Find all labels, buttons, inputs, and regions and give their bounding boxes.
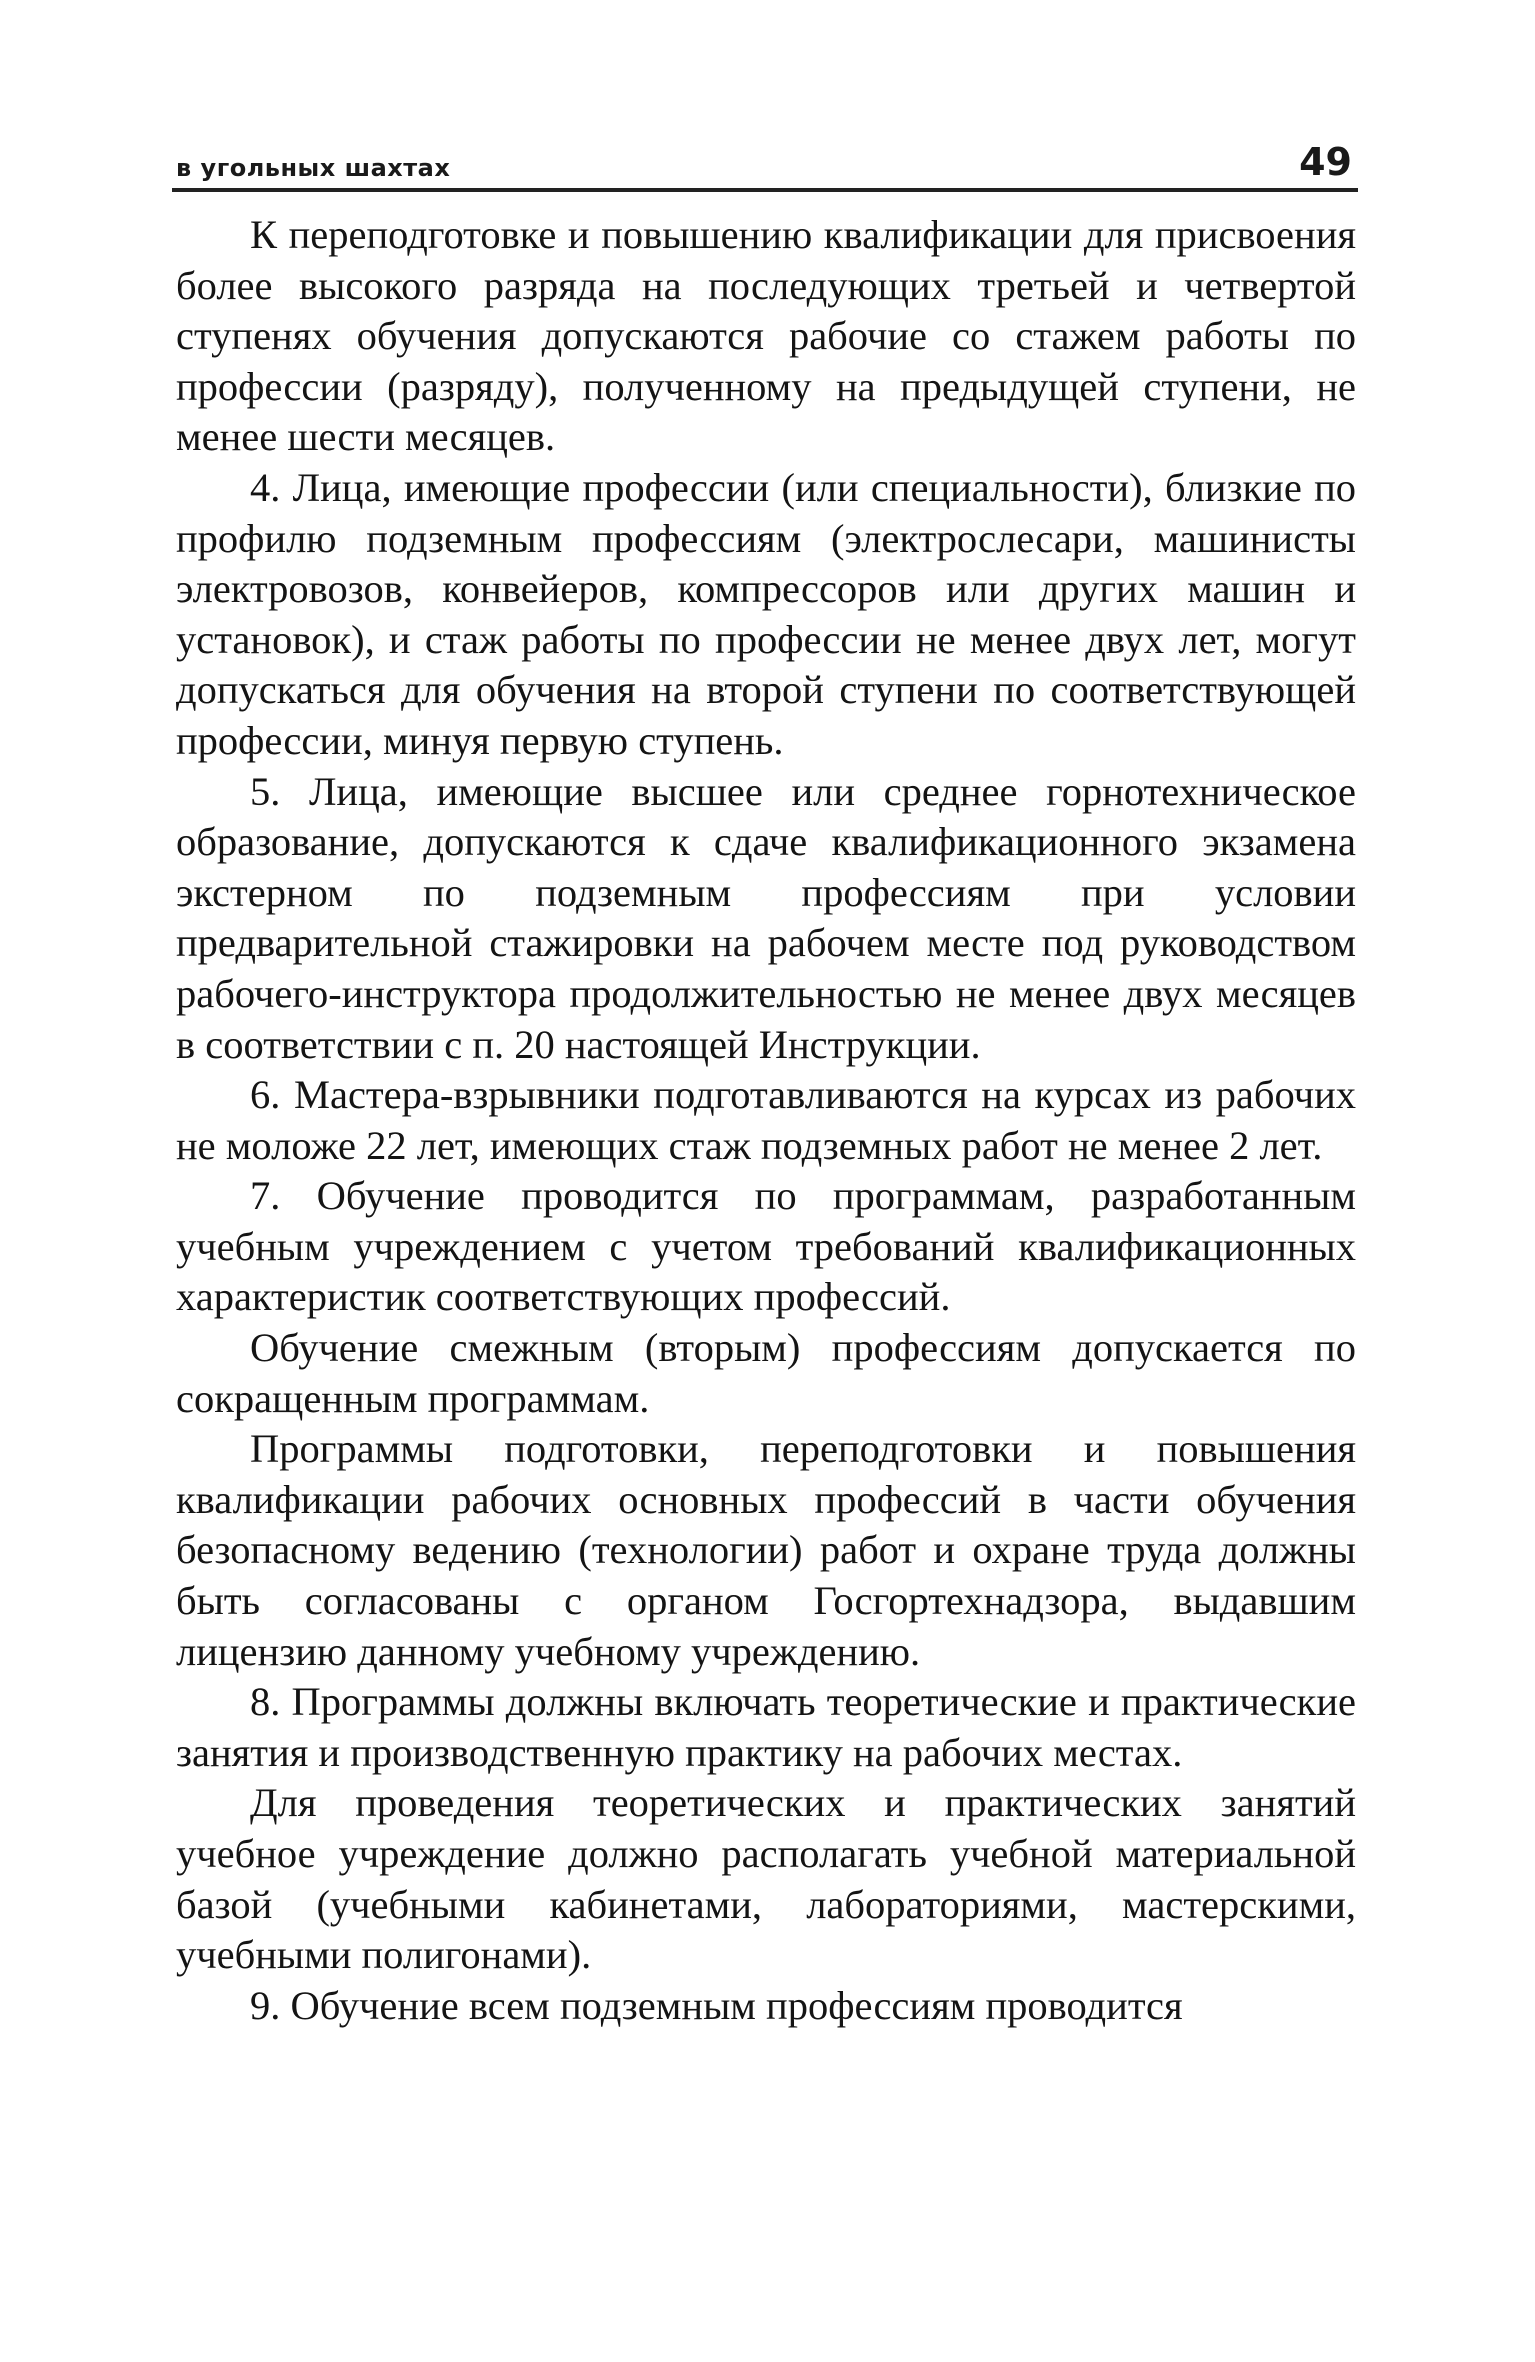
paragraph-item-8: 8. Программы должны включать теоретические и практические занятия и производственную практику на рабочих местах.	[176, 1679, 1356, 1775]
paragraph-item-7: 7. Обучение проводится по программам, разработанным учебным учреждением с учетом требований квалификационных характеристик соответствующих профессий.	[176, 1173, 1356, 1320]
paragraph-retraining-requirements: К переподготовке и повышению квалификации для присвоения более высокого разряда на последующих третьей и четвертой ступенях обучения допускаются рабочие со стажем работы по профессии (разряду), полученному на предыдущей ступени, не менее шести месяцев.	[176, 212, 1356, 460]
paragraph-program-approval: Программы подготовки, переподготовки и повышения квалификации рабочих основных профессий в части обучения безопасному ведению (технологии) работ и охране труда должны быть согласованы с органом Госгортехнадзора, выдавшим лицензию данному учебному учреждению.	[176, 1426, 1356, 1674]
body-text	[176, 210, 1356, 2031]
paragraph-item-5: 5. Лица, имеющие высшее или среднее горнотехническое образование, допускаются к сдаче квалификационного экзамена экстерном по подземным профессиям при условии предварительной стажировки на рабочем месте под руководством рабочего-инструктора продолжительностью не менее двух месяцев в соответствии с п. 20 настоящей Инструкции.	[176, 768, 1356, 1067]
paragraph-related-professions: Обучение смежным (вторым) профессиям допускается по сокращенным программам.	[176, 1325, 1356, 1421]
paragraph-material-base: Для проведения теоретических и практических занятий учебное учреждение должно располагать учебной материальной базой (учебными кабинетами, лабораториями, мастерскими, учебными полигонами).	[176, 1780, 1356, 1978]
paragraph-item-9: 9. Обучение всем подземным профессиям проводится	[250, 1982, 1183, 2028]
paragraph-item-6: 6. Мастера-взрывники подготавливаются на курсах из рабочих не моложе 22 лет, имеющих стаж подземных работ не менее 2 лет.	[176, 1072, 1356, 1168]
running-head	[172, 140, 1358, 200]
paragraph-item-4: 4. Лица, имеющие профессии (или специальности), близкие по профилю подземным профессиям (электрослесари, машинисты электровозов, конвейеров, компрессоров или других машин и установок), и стаж работы по профессии не менее двух лет, могут допускаться для обучения на второй ступени по соответствующей профессии, минуя первую ступень.	[176, 464, 1356, 763]
header-rule	[172, 188, 1358, 192]
running-head-title: в угольных шахтах	[176, 154, 451, 182]
page-number: 49	[1299, 140, 1352, 184]
